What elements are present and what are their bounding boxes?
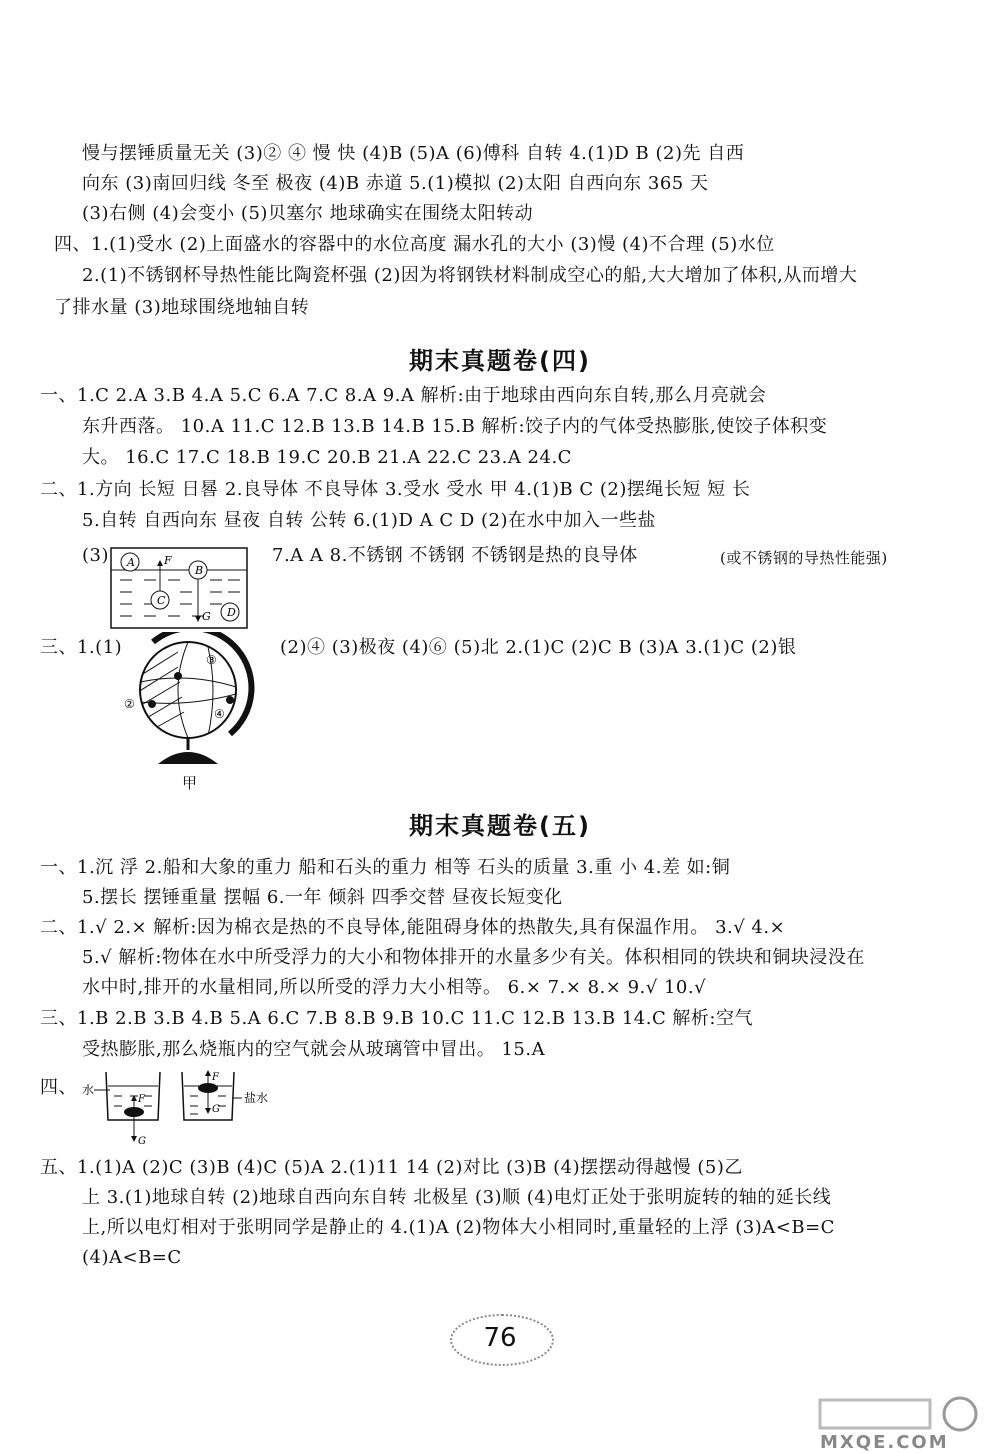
answer-line: 受热膨胀,那么烧瓶内的空气就会从玻璃管中冒出。 15.A [82,1039,546,1060]
label-2: ② [124,697,135,711]
label-g: G [202,610,211,623]
water-tank-diagram [110,540,250,630]
answer-line: (3) [82,545,109,566]
answer-line: 了排水量 (3)地球围绕地轴自转 [54,297,310,318]
globe-diagram [118,632,258,772]
answer-line: 7.A A 8.不锈钢 不锈钢 不锈钢是热的良导体 [272,545,638,566]
answer-line: 三、1.(1) [40,637,123,658]
answer-note: (或不锈钢的导热性能强) [720,549,888,567]
globe-caption: 甲 [182,774,198,792]
answer-line: 二、1.√ 2.× 解析:因为棉衣是热的不良导体,能阻碍身体的热散失,具有保温作用。 3.√ 4.× [40,917,786,938]
answer-line: 水中时,排开的水量相同,所以所受的浮力大小相等。 6.× 7.× 8.× 9.√ 10.√ [82,977,707,998]
answer-line: 2.(1)不锈钢杯导热性能比陶瓷杯强 (2)因为将钢铁材料制成空心的船,大大增加了体积,从而增大 [82,265,858,286]
beakers-diagram [82,1068,282,1148]
answer-line: (4)A<B=C [82,1247,182,1268]
answer-line: 四、 [40,1077,77,1098]
answer-line: 慢与摆锤质量无关 (3)② ④ 慢 快 (4)B (5)A (6)傅科 自转 4.(1)D B (2)先 自西 [82,143,745,164]
answer-line: 三、1.B 2.B 3.B 4.B 5.A 6.C 7.B 8.B 9.B 10.C 11.C 12.B 13.B 14.C 解析:空气 [40,1008,753,1029]
answer-line: 5.√ 解析:物体在水中所受浮力的大小和物体排开的水量多少有关。体积相同的铁块和铜块浸没在 [82,947,865,968]
answer-line: (2)④ (3)极夜 (4)⑥ (5)北 2.(1)C (2)C B (3)A 3.(1)C (2)银 [280,637,797,658]
label-3: ③ [206,653,217,667]
label-f: F [212,1072,219,1083]
label-d: D [227,606,236,619]
label-f: F [138,1094,145,1105]
answer-line: 五、1.(1)A (2)C (3)B (4)C (5)A 2.(1)11 14 (2)对比 (3)B (4)摆摆动得越慢 (5)乙 [40,1157,743,1178]
label-g: G [212,1104,220,1115]
answer-line: 一、1.沉 浮 2.船和大象的重力 船和石头的重力 相等 石头的质量 3.重 小 4.差 如:铜 [40,857,731,878]
label-f: F [164,554,172,567]
label-b: B [195,564,204,577]
answer-line: 上,所以电灯相对于张明同学是静止的 4.(1)A (2)物体大小相同时,重量轻的上浮 (3)A<B=C [82,1217,835,1238]
section-heading-4: 期末真题卷(四) [409,347,591,375]
watermark-text: MXQE.COM [820,1432,949,1453]
salt-water-label: 盐水 [244,1091,269,1105]
label-g: G [138,1136,146,1147]
answer-line: 5.自转 自西向东 昼夜 自转 公转 6.(1)D A C D (2)在水中加入一些盐 [82,510,656,531]
answer-line: 上 3.(1)地球自转 (2)地球自西向东自转 北极星 (3)顺 (4)电灯正处于张明旋转的轴的延长线 [82,1187,832,1208]
answer-line: 一、1.C 2.A 3.B 4.A 5.C 6.A 7.C 8.A 9.A 解析:由于地球由西向东自转,那么月亮就会 [40,385,767,406]
answer-line: 大。 16.C 17.C 18.B 19.C 20.B 21.A 22.C 23.A 24.C [82,447,572,468]
answer-line: 四、1.(1)受水 (2)上面盛水的容器中的水位高度 漏水孔的大小 (3)慢 (4)不合理 (5)水位 [54,234,775,255]
answer-line: 5.摆长 摆锤重量 摆幅 6.一年 倾斜 四季交替 昼夜长短变化 [82,887,563,908]
water-label: 水 [82,1083,95,1097]
label-c: C [157,594,166,607]
label-a: A [127,556,135,569]
answer-line: 二、1.方向 长短 日晷 2.良导体 不良导体 3.受水 受水 甲 4.(1)B C (2)摆绳长短 短 长 [40,479,751,500]
answer-line: 东升西落。 10.A 11.C 12.B 13.B 14.B 15.B 解析:饺子内的气体受热膨胀,使饺子体积变 [82,416,828,437]
page-number: 76 [483,1323,517,1353]
answer-line: 向东 (3)南回归线 冬至 极夜 (4)B 赤道 5.(1)模拟 (2)太阳 自西向东 365 天 [82,173,709,194]
label-4: ④ [214,707,225,721]
answer-line: (3)右侧 (4)会变小 (5)贝塞尔 地球确实在围绕太阳转动 [82,203,534,224]
section-heading-5: 期末真题卷(五) [409,812,591,840]
